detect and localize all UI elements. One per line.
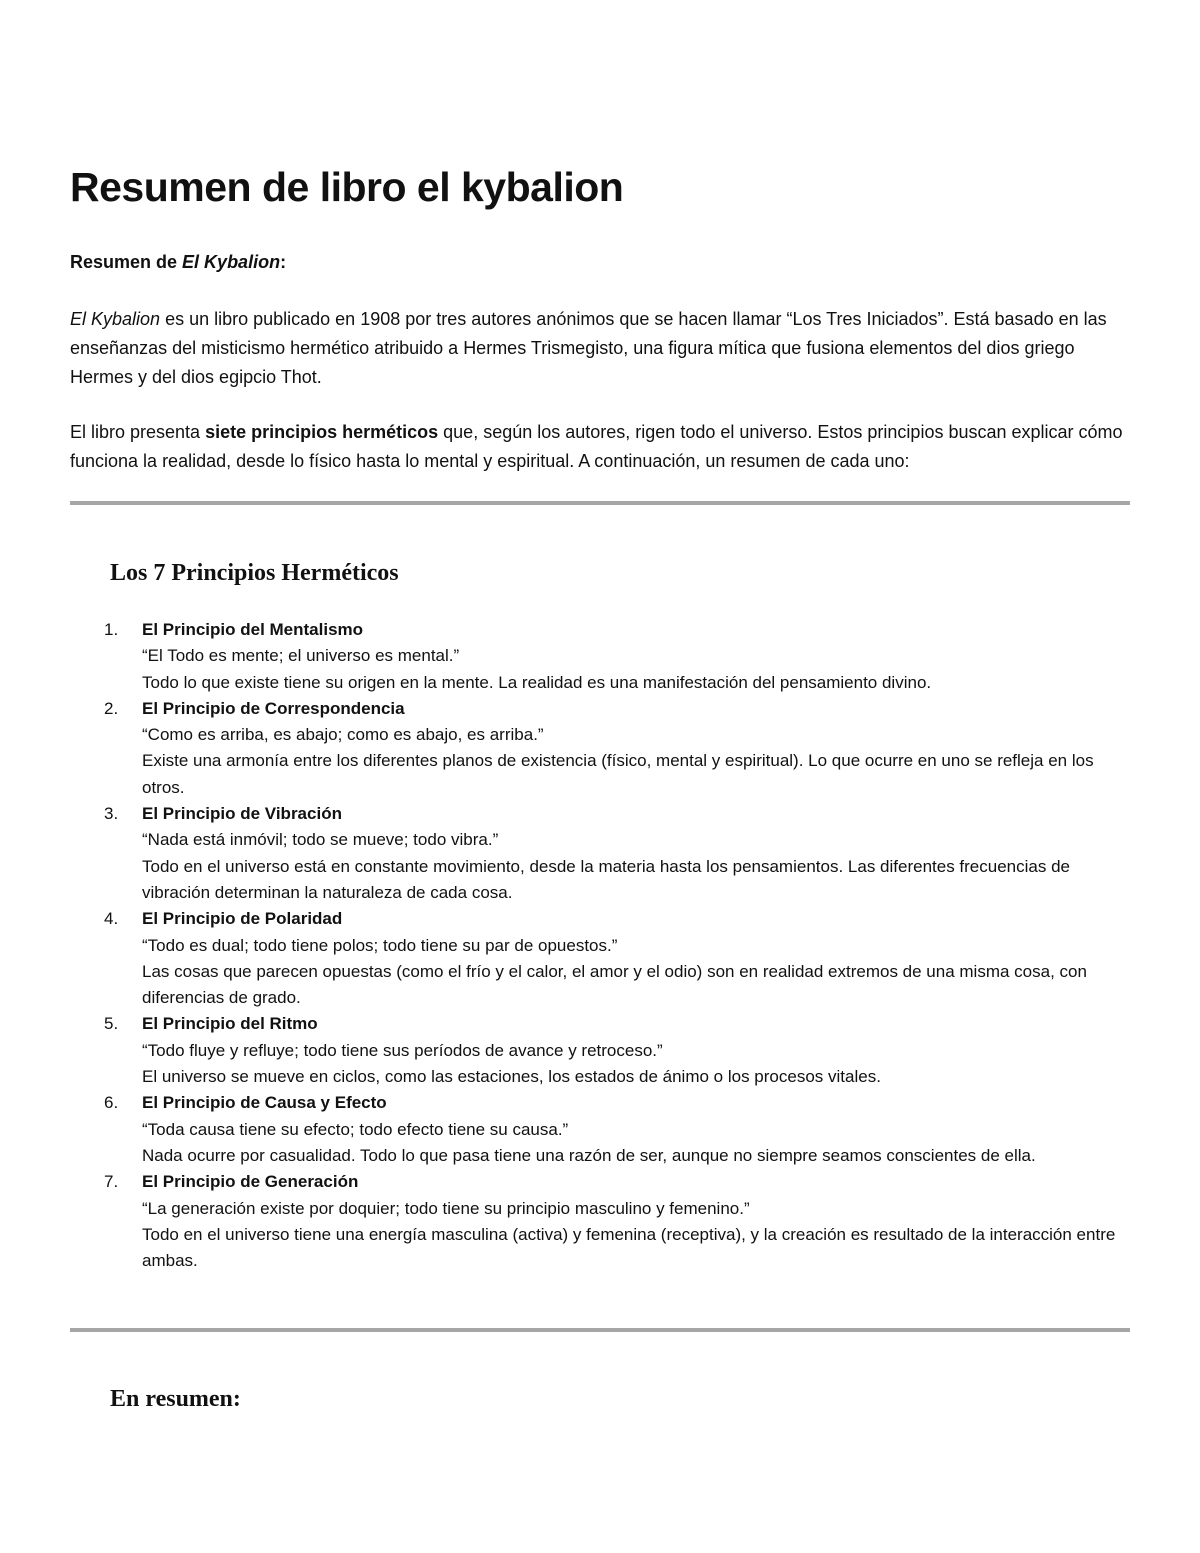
principle-item (0, 696, 1200, 801)
principle-title: El Principio de Causa y Efecto (142, 1093, 387, 1113)
principle-number: 7. (104, 1172, 119, 1192)
principle-number: 4. (104, 909, 119, 929)
principle-item (0, 801, 1200, 906)
principle-item (0, 1090, 1200, 1169)
principle-number: 1. (104, 620, 119, 639)
intro-paragraph (70, 305, 1140, 392)
principle-title: El Principio de Correspondencia (142, 698, 405, 718)
principle-quote: “Como es arriba, es abajo; como es abajo, es arriba.” (142, 725, 544, 745)
subheading-colon: : (280, 252, 287, 272)
principle-item (0, 617, 1200, 696)
principle-description: Todo en el universo tiene una energía masculina (activa) y femenina (receptiva), y la creación es resultado de la interacción entre ambas. (142, 1224, 1116, 1271)
principles-intro-bold: siete principios herméticos (205, 422, 439, 442)
principle-number: 3. (104, 804, 119, 824)
intro-book-title: El Kybalion (70, 309, 161, 329)
principle-quote: “La generación existe por doquier; todo tiene su principio masculino y femenino.” (142, 1198, 750, 1218)
horizontal-divider (70, 501, 1130, 505)
principle-item (0, 906, 1200, 1011)
principle-number: 6. (104, 1093, 119, 1113)
principles-intro-paragraph (70, 418, 1140, 476)
principle-description: El universo se mueve en ciclos, como las estaciones, los estados de ánimo o los procesos vitales. (142, 1067, 881, 1087)
summary-heading: En resumen: (110, 1386, 241, 1412)
principle-item (0, 1011, 1200, 1090)
principle-title: El Principio de Generación (142, 1172, 359, 1192)
subheading-prefix: Resumen de (70, 252, 183, 272)
principle-quote: “Nada está inmóvil; todo se mueve; todo vibra.” (142, 830, 499, 850)
principle-number: 2. (104, 698, 119, 718)
horizontal-divider (70, 1328, 1130, 1332)
document-title: Resumen de libro el kybalion (70, 164, 624, 210)
principle-title: El Principio del Ritmo (142, 1014, 318, 1034)
principle-description: Nada ocurre por casualidad. Todo lo que pasa tiene una razón de ser, aunque no siempre seamos conscientes de ella. (142, 1145, 1036, 1165)
intro-text: es un libro publicado en 1908 por tres autores anónimos que se hacen llamar “Los Tres Iniciados”. Está basado en las enseñanzas del misticismo hermético atribuido a Hermes Trismegisto, una figura mítica que fusiona elementos del dios griego Hermes y del dios egipcio Thot. (70, 309, 1107, 387)
principles-intro-before: El libro presenta (70, 422, 206, 442)
principle-title: El Principio de Vibración (142, 804, 342, 824)
principle-quote: “Todo es dual; todo tiene polos; todo tiene su par de opuestos.” (142, 935, 618, 955)
principle-number: 5. (104, 1014, 119, 1034)
principles-section-heading: Los 7 Principios Herméticos (110, 560, 399, 586)
principle-description: Todo lo que existe tiene su origen en la mente. La realidad es una manifestación del pensamiento divino. (142, 672, 932, 692)
principle-description: Existe una armonía entre los diferentes planos de existencia (físico, mental y espiritual). Lo que ocurre en uno se refleja en los otros. (142, 751, 1094, 797)
principle-item (0, 1169, 1200, 1274)
principles-list (0, 617, 1200, 1274)
principle-quote: “El Todo es mente; el universo es mental.” (142, 646, 460, 666)
principle-title: El Principio de Polaridad (142, 909, 343, 929)
principle-description: Todo en el universo está en constante movimiento, desde la materia hasta los pensamientos. Las diferentes frecuencias de vibración determinan la naturaleza de cada cosa. (142, 856, 1070, 902)
summary-subheading (70, 252, 286, 273)
subheading-book-title: El Kybalion (182, 252, 281, 272)
principle-quote: “Toda causa tiene su efecto; todo efecto tiene su causa.” (142, 1119, 569, 1139)
principles-intro-after: que, según los autores, rigen todo el universo. Estos principios buscan explicar cómo funciona la realidad, desde lo físico hasta lo mental y espiritual. A continuación, un resumen de cada uno: (70, 422, 1123, 471)
principle-quote: “Todo fluye y refluye; todo tiene sus períodos de avance y retroceso.” (142, 1040, 663, 1060)
principle-title: El Principio del Mentalismo (142, 620, 364, 639)
principle-description: Las cosas que parecen opuestas (como el frío y el calor, el amor y el odio) son en realidad extremos de una misma cosa, con diferencias de grado. (142, 961, 1087, 1008)
